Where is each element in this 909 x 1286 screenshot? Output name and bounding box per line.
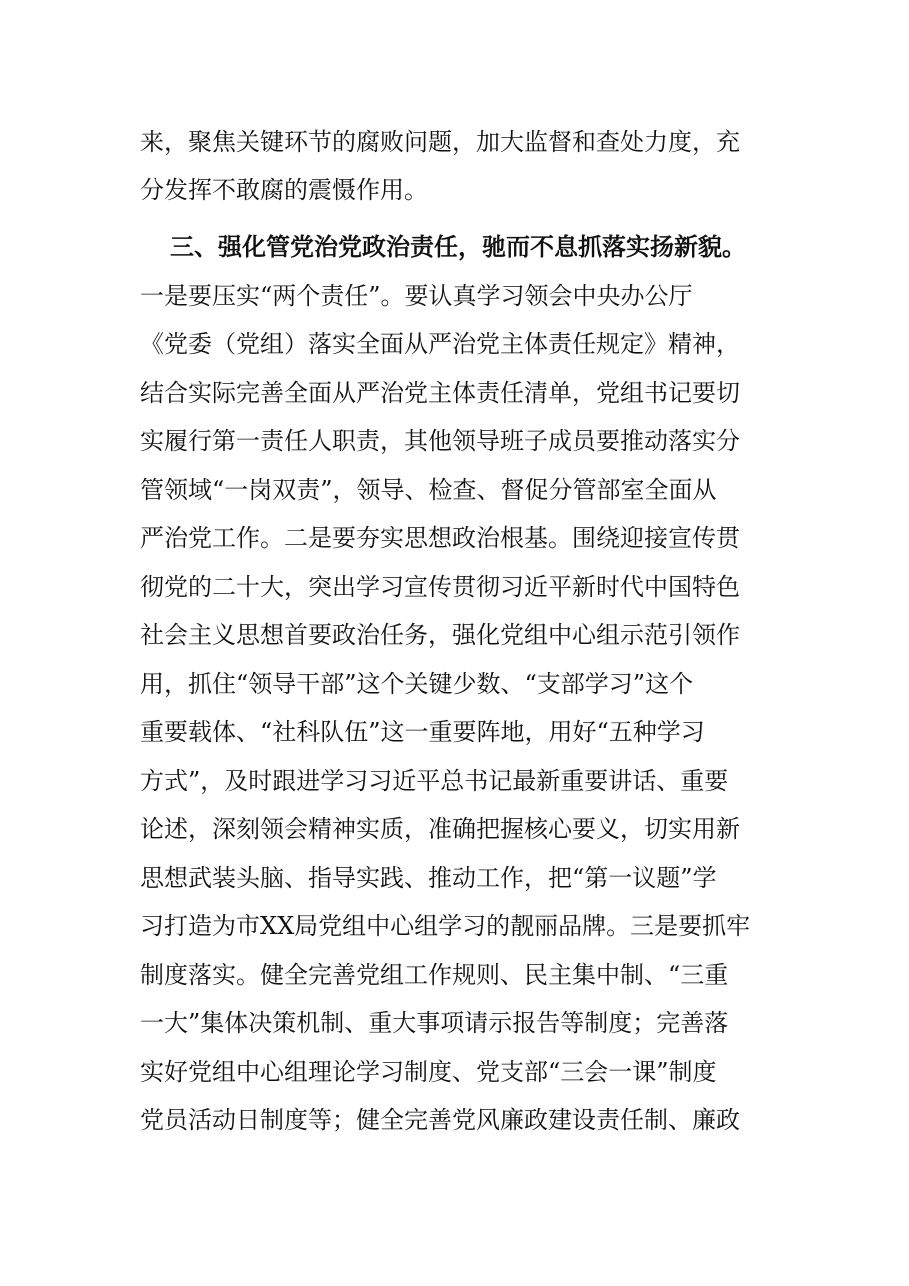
text-line-13: 重要载体、“社科队伍”这一重要阵地，用好“五种学习 bbox=[140, 718, 705, 746]
text-line-5: 《党委（党组）落实全面从严治党主体责任规定》精神， bbox=[140, 330, 740, 358]
text-line-20: 实好党组中心组理论学习制度、党支部“三会一课”制度 bbox=[140, 1058, 717, 1086]
text-line-19: 一大”集体决策机制、重大事项请示报告等制度；完善落 bbox=[140, 1009, 729, 1037]
text-line-21: 党员活动日制度等；健全完善党风廉政建设责任制、廉政 bbox=[140, 1106, 740, 1134]
text-line-12: 用，抓住“领导干部”这个关键少数、“支部学习”这个 bbox=[140, 670, 694, 698]
text-line-2: 分发挥不敢腐的震慑作用。 bbox=[140, 176, 428, 204]
section-heading: 三、强化管党治党政治责任，驰而不息抓落实扬新貌。 bbox=[170, 233, 746, 261]
text-line-18: 制度落实。健全完善党组工作规则、民主集中制、“三重 bbox=[140, 961, 729, 989]
text-line-14: 方式”，及时跟进学习习近平总书记最新重要讲话、重要 bbox=[140, 767, 729, 795]
text-line-7: 实履行第一责任人职责，其他领导班子成员要推动落实分 bbox=[140, 427, 740, 455]
text-line-16: 思想武装头脑、指导实践、推动工作，把“第一议题”学 bbox=[140, 864, 717, 892]
text-line-8: 管领域“一岗双责”，领导、检查、督促分管部室全面从 bbox=[140, 476, 717, 504]
text-line-6: 结合实际完善全面从严治党主体责任清单，党组书记要切 bbox=[140, 379, 740, 407]
text-line-10: 彻党的二十大，突出学习宣传贯彻习近平新时代中国特色 bbox=[140, 573, 740, 601]
text-line-4: 一是要压实“两个责任”。要认真学习领会中央办公厅 bbox=[140, 282, 693, 310]
text-line-11: 社会主义思想首要政治任务，强化党组中心组示范引领作 bbox=[140, 621, 740, 649]
text-line-17: 习打造为市XX局党组中心组学习的靓丽品牌。三是要抓牢 bbox=[140, 912, 751, 940]
text-line-15: 论述，深刻领会精神实质，准确把握核心要义，切实用新 bbox=[140, 815, 740, 843]
text-line-9: 严治党工作。二是要夯实思想政治根基。围绕迎接宣传贯 bbox=[140, 524, 740, 552]
text-line-1: 来，聚焦关键环节的腐败问题，加大监督和查处力度，充 bbox=[140, 128, 740, 156]
